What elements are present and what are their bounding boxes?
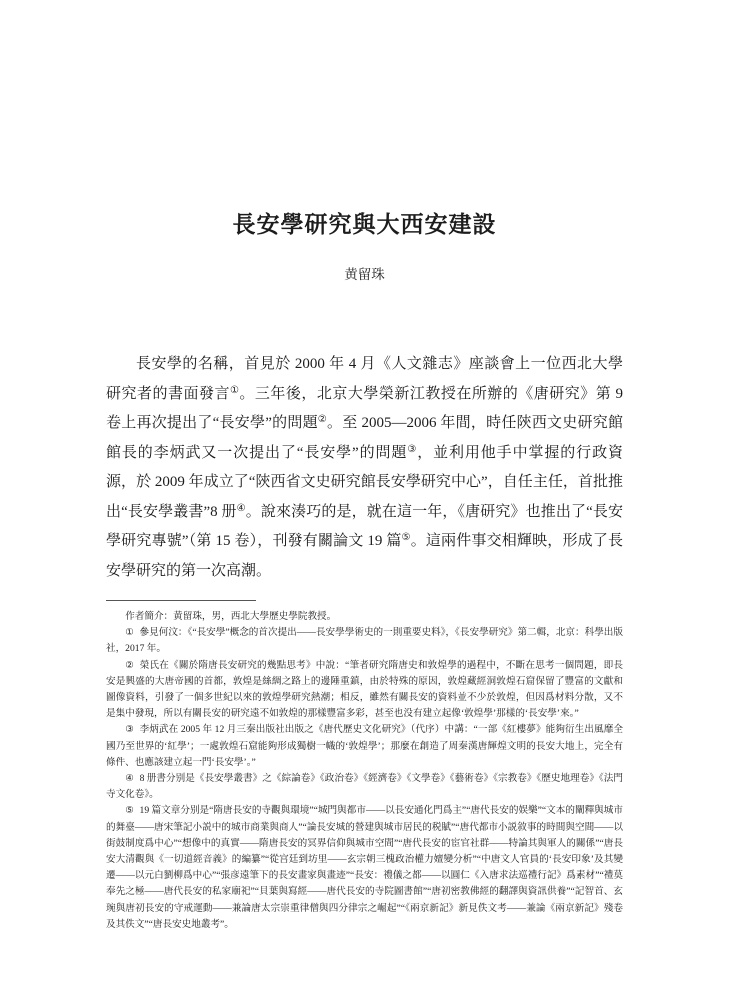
text-run: 。說來湊巧的是，就在這一年，《唐研究》也推出了“長安學研究專號”（第 15 卷），刊發有關論文 19 篇 [106,503,623,549]
footnote-marker: ⑤ [401,532,411,543]
footnote-1 [106,625,623,657]
footnote-2 [106,658,623,723]
footnote-4-marker: ④ [125,773,134,785]
footnote-1-text: 參見何汶：《“長安學”概念的首次提出——長安學學術史的一則重要史料》，《長安學研究》第二輯，北京：科學出版社，2017 年。 [106,627,623,655]
text-run: 長安學的名稱，首見於 2000 年 4 月《人文雜志》座談會上一位西北大學研究者的書面發言 [106,356,623,402]
footnote-3 [106,722,623,771]
text-run: ，並利用他手中掌握的行政資源，於 2009 年成立了“陝西省文史研究館長安學研究中心”，自任主任，首批推出“長安學叢書”8 册 [106,444,623,520]
footnote-4-text: 8 册書分别是《長安學叢書》之《綜論卷》《政治卷》《經濟卷》《文學卷》《藝術卷》《宗教卷》《歷史地理卷》《法門寺文化卷》。 [106,773,624,801]
text-run: 。這兩件事交相輝映，形成了長安學研究的第一次高潮。 [106,533,623,579]
footnote-3-marker: ③ [125,724,134,736]
footnote-marker: ③ [407,443,418,455]
footnote-5-text: 19 篇文章分别是“隋唐長安的寺觀與環境”“城門與都市——以長安通化門爲主”“唐代長安的娱樂”“文本的闡釋與城市的舞臺——唐宋筆記小説中的城市商業與商人”“論長安城的營建與城市居民的税賦”“唐代都市小説敘事的時間與空間——以街鼓制度爲中心”“想像中的真實——隋唐長安的冥界信仰與城市空間”“唐代長安的宦官社群——特論其與軍人的關係”“唐長安大清觀與《一切道經音義》的編纂”“從宫廷到坊里——玄宗朝三槐政治權力嬗變分析”“中唐文人官員的‘長安印象’及其變遷——以元白劉柳爲中心”“張彦遠筆下的長安畫家與畫迹”“長安：禮儀之都——以圓仁《入唐求法巡禮行記》爲素材”“禮莫奉先之極——唐代長安的私家廟祀”“貝葉與寫經——唐代長安的寺院圖書館”“唐初密教佛經的翻譯與資訊供養”“記智首、玄琬與唐初長安的守戒運動——兼論唐太宗崇重律僧與四分律宗之崛起”“《兩京新記》新見佚文考——兼論《兩京新記》殘卷及其佚文”“唐長安史地叢考”。 [106,805,623,930]
article-title: 長安學研究與大西安建設 [232,212,497,237]
author-bio-text: 作者簡介：黄留珠，男，西北大學歷史學院教授。 [125,611,337,622]
footnote-marker: ④ [236,502,246,514]
footnote-3-text: 李炳武在 2005 年 12 月三秦出版社出版之《唐代歷史文化研究》（代序）中講：“一部《紅樓夢》能夠衍生出風靡全國乃至世界的‘紅學’；一處敦煌石窟能夠形成獨樹一幟的‘敦煌學’；那麼在創造了周秦漢唐輝煌文明的長安大地上，完全有條件、也應該建立起一門‘長安學’。” [106,724,623,768]
footnotes-section [106,609,623,933]
footnote-marker: ① [229,384,240,396]
footnote-4 [106,771,623,803]
footnote-marker: ② [317,414,327,425]
footnote-2-marker: ② [125,659,134,671]
body-paragraph [106,350,623,586]
footnote-5-marker: ⑤ [125,805,134,817]
footnote-1-marker: ① [125,627,134,639]
article-author: 黄留珠 [344,267,385,282]
text-run: 。至 2005—2006 年間，時任陝西文史研究館館長的李炳武又一次提出了“長安學”的問題 [106,415,623,461]
footnote-separator [106,600,256,601]
footnote-2-text: 榮氏在《關於隋唐長安研究的幾點思考》中說：“筆者研究隋唐史和敦煌學的過程中，不斷在思考一個問題，即長安是興盛的大唐帝國的首都，敦煌是絲綢之路上的邊陲重鎮，由於特殊的原因，敦煌藏經洞敦煌石窟保留了豐富的文獻和圖像資料，引發了一個多世紀以來的敦煌學研究熱潮；相反，雖然有關長安的資料並不少於敦煌，但因爲材料分散，又不是集中發現，所以有關長安的研究遠不如敦煌的那樣豐富多彩，甚至也没有建立起像‘敦煌學’那樣的‘長安學’來。” [106,659,623,720]
text-run: 。三年後，北京大學榮新江教授在所辦的《唐研究》第 9 卷上再次提出了“長安學”的問題 [106,385,623,431]
author-bio-note [106,609,623,625]
footnote-5 [106,803,623,933]
